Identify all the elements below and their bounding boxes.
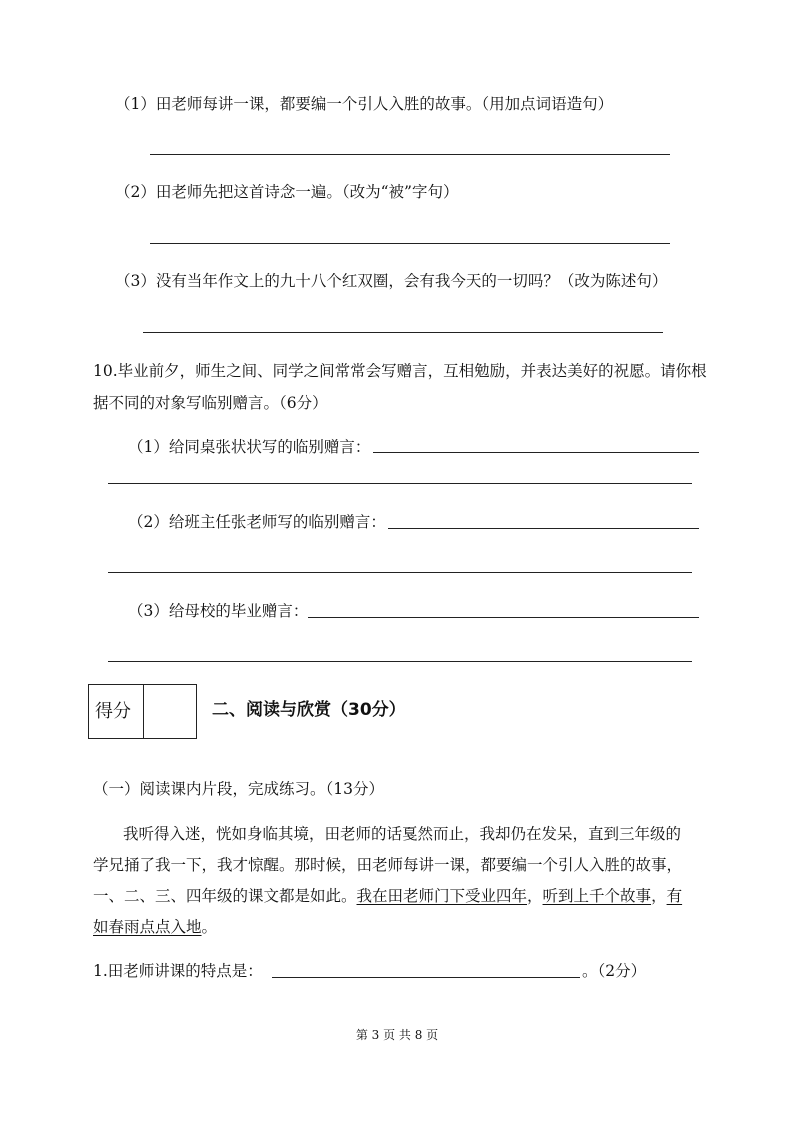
- score-box-divider: [143, 685, 144, 738]
- answer-line-q10-3a[interactable]: [308, 617, 699, 618]
- underlined-phrase-1: 我在田老师门下受业四年: [356, 887, 528, 905]
- underlined-phrase-3-start: 有: [666, 887, 683, 905]
- passage-end-period: 。: [201, 918, 218, 936]
- answer-line-q10-2b[interactable]: [108, 572, 692, 573]
- section-title: 二、阅读与欣赏（30分）: [212, 700, 406, 720]
- passage-line-3: [93, 886, 682, 906]
- reading-heading: （一）阅读课内片段，完成练习。（13分）: [93, 780, 384, 798]
- comma-2: ，: [651, 887, 667, 905]
- reading-q1-prefix: 1.田老师讲课的特点是：: [93, 962, 263, 980]
- underlined-phrase-3-end: 如春雨点点入地: [93, 918, 202, 936]
- q9-item-3: （3）没有当年作文上的九十八个红双圈，会有我今天的一切吗？（改为陈述句）: [115, 272, 668, 290]
- answer-line-q10-2a[interactable]: [388, 528, 699, 529]
- q9-item-2: （2）田老师先把这首诗念一遍。（改为“被”字句）: [115, 183, 459, 201]
- passage-line-1: 我听得入迷，恍如身临其境，田老师的话戛然而止，我却仍在发呆，直到三年级的: [123, 825, 682, 843]
- reading-q1-suffix: 。（2分）: [582, 962, 647, 980]
- score-box: [88, 684, 197, 739]
- answer-line-q9-3[interactable]: [143, 332, 663, 333]
- comma-1: ，: [527, 887, 543, 905]
- underlined-phrase-2: 听到上千个故事: [542, 887, 652, 905]
- score-label: 得分: [95, 701, 131, 722]
- answer-line-q10-1b[interactable]: [108, 483, 692, 484]
- q9-item-1: （1）田老师每讲一课，都要编一个引人入胜的故事。（用加点词语造句）: [115, 95, 614, 113]
- q10-text-line-1: 10.毕业前夕，师生之间、同学之间常常会写赠言，互相勉励，并表达美好的祝愿。请你根: [93, 362, 707, 380]
- page-footer: 第 3 页 共 8 页: [355, 1028, 439, 1042]
- passage-line-2: 学兄捅了我一下，我才惊醒。那时候，田老师每讲一课，都要编一个引人入胜的故事，: [93, 856, 683, 874]
- passage-line-3-plain: 一、二、三、四年级的课文都是如此。: [93, 887, 357, 905]
- q10-item-3: （3）给母校的毕业赠言：: [128, 602, 309, 620]
- answer-line-reading-q1[interactable]: [272, 977, 580, 978]
- answer-line-q10-3b[interactable]: [108, 661, 692, 662]
- q10-item-1: （1）给同桌张状状写的临别赠言：: [128, 438, 371, 456]
- q10-item-2: （2）给班主任张老师写的临别赠言：: [128, 513, 386, 531]
- q10-text-line-2: 据不同的对象写临别赠言。（6分）: [93, 394, 328, 412]
- answer-line-q10-1a[interactable]: [373, 452, 699, 453]
- answer-line-q9-2[interactable]: [150, 243, 670, 244]
- passage-line-4: [93, 917, 217, 937]
- answer-line-q9-1[interactable]: [150, 154, 670, 155]
